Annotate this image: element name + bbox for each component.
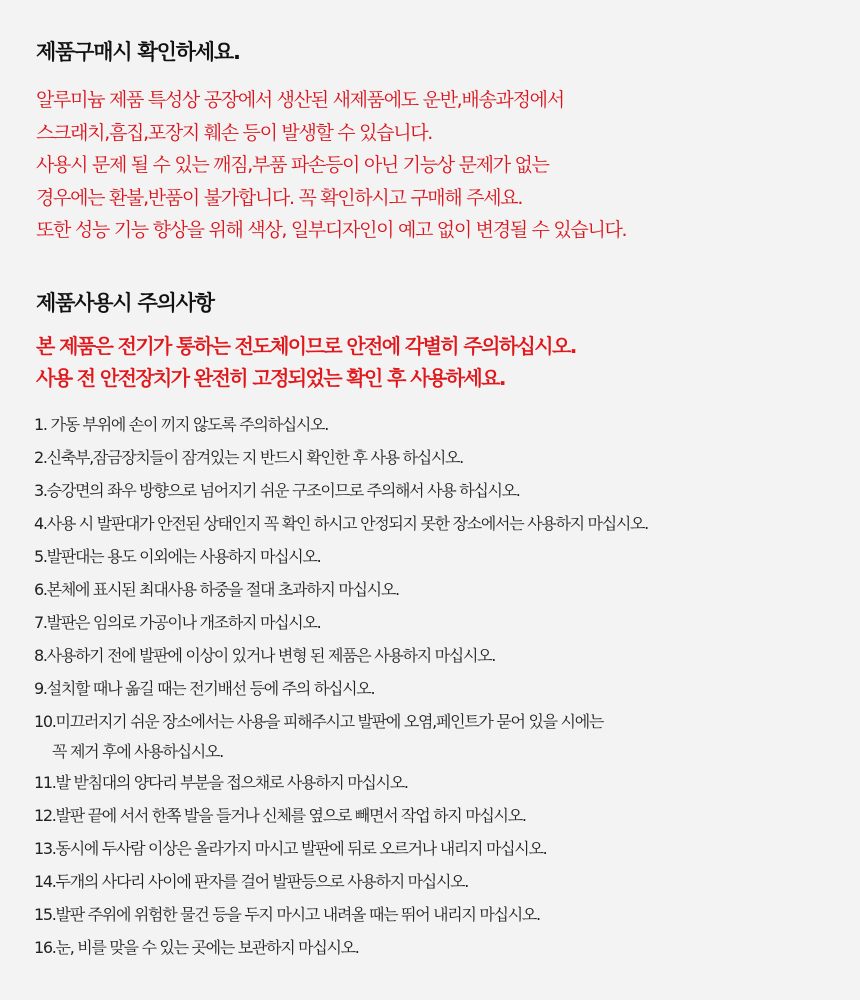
precaution-item <box>34 832 648 865</box>
precaution-text: 16.눈, 비를 맞을 수 있는 곳에는 보관하지 마십시오. <box>34 938 359 957</box>
notice-line: 스크래치,흠집,포장지 훼손 등이 발생할 수 있습니다. <box>36 121 433 144</box>
precaution-text: 15.발판 주위에 위험한 물건 등을 두지 마시고 내려올 때는 뛰어 내리지 마십시오. <box>34 905 540 924</box>
precaution-text: 12.발판 끝에 서서 한쪽 발을 들거나 신체를 옆으로 빼면서 작업 하지 마십시오. <box>34 806 526 825</box>
notice-line: 또한 성능 기능 향상을 위해 색상, 일부디자인이 예고 없이 변경될 수 있습니다. <box>36 219 627 241</box>
safety-warning-list <box>36 330 576 394</box>
precaution-item <box>34 672 648 705</box>
precaution-item <box>34 766 648 799</box>
precaution-text: 9.설치할 때나 옮길 때는 전기배선 등에 주의 하십시오. <box>34 679 375 698</box>
notice-line: 경우에는 환불,반품이 불가합니다. 꼭 확인하시고 구매해 주세요. <box>36 186 523 209</box>
precaution-item <box>34 474 648 507</box>
purchase-notice-list <box>36 84 626 247</box>
precaution-text: 10.미끄러지기 쉬운 장소에서는 사용을 피해주시고 발판에 오염,페인트가 묻어 있을 시에는 <box>34 712 604 731</box>
precaution-item <box>34 865 648 898</box>
precaution-text: 1. 가동 부위에 손이 끼지 않도록 주의하십시오. <box>34 415 328 434</box>
precaution-item <box>34 540 648 573</box>
precaution-text: 13.동시에 두사람 이상은 올라가지 마시고 발판에 뒤로 오르거나 내리지 마십시오. <box>34 839 547 858</box>
precaution-text: 3.승강면의 좌우 방향으로 넘어지기 쉬운 구조이므로 주의해서 사용 하십시오. <box>34 481 520 500</box>
precaution-text: 7.발판은 임의로 가공이나 개조하지 마십시오. <box>34 613 321 632</box>
precaution-text: 5.발판대는 용도 이외에는 사용하지 마십시오. <box>34 547 321 566</box>
precaution-item <box>34 408 648 441</box>
precaution-item <box>34 931 648 964</box>
usage-precautions-title: 제품사용시 주의사항 <box>36 291 214 315</box>
precaution-item <box>34 705 648 766</box>
precaution-text: 8.사용하기 전에 발판에 이상이 있거나 변형 된 제품은 사용하지 마십시오. <box>34 646 496 665</box>
precaution-item <box>34 573 648 606</box>
safety-warning: 본 제품은 전기가 통하는 전도체이므로 안전에 각별히 주의하십시오. <box>36 334 576 358</box>
notice-line: 사용시 문제 될 수 있는 깨짐,부품 파손등이 아닌 기능상 문제가 없는 <box>36 154 549 176</box>
precaution-text: 6.본체에 표시된 최대사용 하중을 절대 초과하지 마십시오. <box>34 580 399 599</box>
precaution-item <box>34 898 648 931</box>
precaution-text: 14.두개의 사다리 사이에 판자를 걸어 발판등으로 사용하지 마십시오. <box>34 872 469 891</box>
precaution-list <box>34 408 648 964</box>
precaution-item <box>34 799 648 832</box>
precaution-item <box>34 507 648 540</box>
purchase-notice-title: 제품구매시 확인하세요. <box>36 40 240 64</box>
precaution-text: 4.사용 시 발판대가 안전된 상태인지 꼭 확인 하시고 안정되지 못한 장소에서는 사용하지 마십시오. <box>34 514 648 533</box>
precaution-continuation: 꼭 제거 후에 사용하십시오. <box>52 742 223 761</box>
precaution-text: 2.신축부,잠금장치들이 잠겨있는 지 반드시 확인한 후 사용 하십시오. <box>34 448 463 467</box>
safety-warning: 사용 전 안전장치가 완전히 고정되었는 확인 후 사용하세요. <box>36 366 505 390</box>
precaution-item <box>34 441 648 474</box>
precaution-item <box>34 639 648 672</box>
precaution-text: 11.발 받침대의 양다리 부분을 접으채로 사용하지 마십시오. <box>34 773 408 792</box>
notice-line: 알루미늄 제품 특성상 공장에서 생산된 새제품에도 운반,배송과정에서 <box>36 89 564 111</box>
precaution-item <box>34 606 648 639</box>
